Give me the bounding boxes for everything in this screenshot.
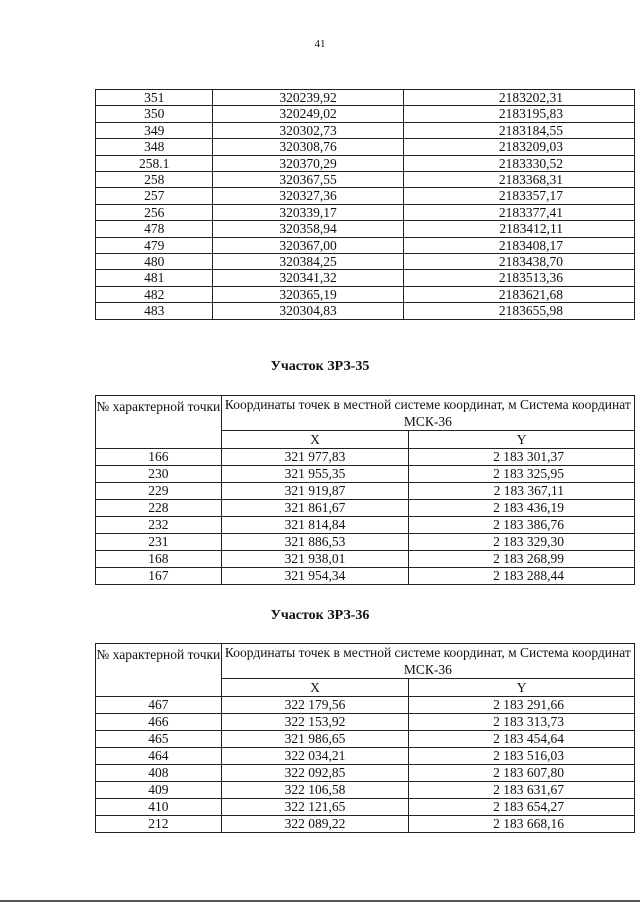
x-coordinate-cell: 320367,55: [213, 172, 403, 188]
column-header-x: X: [221, 679, 408, 697]
table-row: [96, 188, 635, 204]
point-number-cell: 351: [96, 90, 213, 106]
column-header-point: № характерной точки: [96, 396, 222, 449]
x-coordinate-cell: 321 886,53: [221, 534, 408, 551]
page-bottom-edge: [0, 900, 640, 902]
point-number-cell: 409: [96, 782, 222, 799]
point-number-cell: 467: [96, 697, 222, 714]
point-number-cell: 408: [96, 765, 222, 782]
table-row: [96, 714, 635, 731]
table-row: [96, 155, 635, 171]
point-number-cell: 479: [96, 237, 213, 253]
y-coordinate-cell: 2 183 516,03: [409, 748, 635, 765]
y-coordinate-cell: 2183202,31: [403, 90, 634, 106]
x-coordinate-cell: 321 977,83: [221, 449, 408, 466]
table-row: [96, 799, 635, 816]
x-coordinate-cell: 320384,25: [213, 254, 403, 270]
coordinates-table-zrz-36: [95, 643, 635, 833]
x-coordinate-cell: 320327,36: [213, 188, 403, 204]
x-coordinate-cell: 322 034,21: [221, 748, 408, 765]
y-coordinate-cell: 2 183 268,99: [409, 551, 635, 568]
y-coordinate-cell: 2 183 607,80: [409, 765, 635, 782]
point-number-cell: 481: [96, 270, 213, 286]
x-coordinate-cell: 322 179,56: [221, 697, 408, 714]
table-row: [96, 568, 635, 585]
point-number-cell: 410: [96, 799, 222, 816]
table-row: [96, 90, 635, 106]
y-coordinate-cell: 2183184,55: [403, 122, 634, 138]
y-coordinate-cell: 2 183 454,64: [409, 731, 635, 748]
table-row: [96, 534, 635, 551]
y-coordinate-cell: 2183357,17: [403, 188, 634, 204]
y-coordinate-cell: 2183368,31: [403, 172, 634, 188]
coordinates-table-continued: [95, 89, 635, 320]
x-coordinate-cell: 320249,02: [213, 106, 403, 122]
y-coordinate-cell: 2 183 436,19: [409, 500, 635, 517]
point-number-cell: 230: [96, 466, 222, 483]
table-row: [96, 483, 635, 500]
y-coordinate-cell: 2 183 301,37: [409, 449, 635, 466]
table-row: [96, 270, 635, 286]
point-number-cell: 167: [96, 568, 222, 585]
point-number-cell: 349: [96, 122, 213, 138]
y-coordinate-cell: 2183209,03: [403, 139, 634, 155]
column-header-coordinates: Координаты точек в местной системе координат, м Система координат МСК-36: [221, 644, 634, 679]
x-coordinate-cell: 321 954,34: [221, 568, 408, 585]
point-number-cell: 465: [96, 731, 222, 748]
table-row: [96, 122, 635, 138]
point-number-cell: 212: [96, 816, 222, 833]
x-coordinate-cell: 321 919,87: [221, 483, 408, 500]
point-number-cell: 258: [96, 172, 213, 188]
y-coordinate-cell: 2183655,98: [403, 303, 634, 319]
y-coordinate-cell: 2183408,17: [403, 237, 634, 253]
x-coordinate-cell: 320367,00: [213, 237, 403, 253]
y-coordinate-cell: 2 183 631,67: [409, 782, 635, 799]
y-coordinate-cell: 2183621,68: [403, 286, 634, 302]
x-coordinate-cell: 320341,32: [213, 270, 403, 286]
table-row: [96, 782, 635, 799]
x-coordinate-cell: 321 986,65: [221, 731, 408, 748]
x-coordinate-cell: 322 121,65: [221, 799, 408, 816]
x-coordinate-cell: 320339,17: [213, 204, 403, 220]
point-number-cell: 482: [96, 286, 213, 302]
point-number-cell: 231: [96, 534, 222, 551]
point-number-cell: 480: [96, 254, 213, 270]
point-number-cell: 229: [96, 483, 222, 500]
table-row: [96, 449, 635, 466]
column-header-point: № характерной точки: [96, 644, 222, 697]
point-number-cell: 232: [96, 517, 222, 534]
table-row: [96, 731, 635, 748]
x-coordinate-cell: 322 153,92: [221, 714, 408, 731]
y-coordinate-cell: 2 183 367,11: [409, 483, 635, 500]
point-number-cell: 168: [96, 551, 222, 568]
table-row: [96, 172, 635, 188]
y-coordinate-cell: 2183195,83: [403, 106, 634, 122]
table-row: [96, 697, 635, 714]
table-row: [96, 466, 635, 483]
section-title-zrz-35: Участок ЗРЗ-35: [270, 359, 370, 374]
point-number-cell: 350: [96, 106, 213, 122]
y-coordinate-cell: 2183377,41: [403, 204, 634, 220]
coordinates-table-zrz-35: [95, 395, 635, 585]
point-number-cell: 258.1: [96, 155, 213, 171]
x-coordinate-cell: 320304,83: [213, 303, 403, 319]
table-row: [96, 500, 635, 517]
y-coordinate-cell: 2 183 291,66: [409, 697, 635, 714]
x-coordinate-cell: 321 955,35: [221, 466, 408, 483]
point-number-cell: 483: [96, 303, 213, 319]
x-coordinate-cell: 320308,76: [213, 139, 403, 155]
table-row: [96, 237, 635, 253]
table-row: [96, 765, 635, 782]
y-coordinate-cell: 2 183 668,16: [409, 816, 635, 833]
x-coordinate-cell: 322 089,22: [221, 816, 408, 833]
x-coordinate-cell: 322 106,58: [221, 782, 408, 799]
x-coordinate-cell: 321 814,84: [221, 517, 408, 534]
x-coordinate-cell: 321 861,67: [221, 500, 408, 517]
table-row: [96, 286, 635, 302]
y-coordinate-cell: 2 183 313,73: [409, 714, 635, 731]
section-title-zrz-36: Участок ЗРЗ-36: [270, 608, 370, 623]
x-coordinate-cell: 320239,92: [213, 90, 403, 106]
x-coordinate-cell: 322 092,85: [221, 765, 408, 782]
y-coordinate-cell: 2 183 386,76: [409, 517, 635, 534]
column-header-x: X: [221, 431, 408, 449]
table-row: [96, 139, 635, 155]
point-number-cell: 464: [96, 748, 222, 765]
point-number-cell: 228: [96, 500, 222, 517]
y-coordinate-cell: 2183438,70: [403, 254, 634, 270]
table-row: [96, 551, 635, 568]
y-coordinate-cell: 2183513,36: [403, 270, 634, 286]
table-row: [96, 303, 635, 319]
page-number: 41: [314, 38, 326, 50]
point-number-cell: 166: [96, 449, 222, 466]
table-row: [96, 254, 635, 270]
column-header-y: Y: [409, 431, 635, 449]
table-row: [96, 106, 635, 122]
y-coordinate-cell: 2 183 288,44: [409, 568, 635, 585]
x-coordinate-cell: 320370,29: [213, 155, 403, 171]
point-number-cell: 478: [96, 221, 213, 237]
column-header-coordinates: Координаты точек в местной системе координат, м Система координат МСК-36: [221, 396, 634, 431]
table-row: [96, 204, 635, 220]
point-number-cell: 348: [96, 139, 213, 155]
table-row: [96, 748, 635, 765]
x-coordinate-cell: 321 938,01: [221, 551, 408, 568]
x-coordinate-cell: 320302,73: [213, 122, 403, 138]
y-coordinate-cell: 2183330,52: [403, 155, 634, 171]
x-coordinate-cell: 320358,94: [213, 221, 403, 237]
y-coordinate-cell: 2183412,11: [403, 221, 634, 237]
y-coordinate-cell: 2 183 325,95: [409, 466, 635, 483]
point-number-cell: 466: [96, 714, 222, 731]
column-header-y: Y: [409, 679, 635, 697]
x-coordinate-cell: 320365,19: [213, 286, 403, 302]
table-row: [96, 816, 635, 833]
y-coordinate-cell: 2 183 329,30: [409, 534, 635, 551]
y-coordinate-cell: 2 183 654,27: [409, 799, 635, 816]
point-number-cell: 256: [96, 204, 213, 220]
point-number-cell: 257: [96, 188, 213, 204]
table-row: [96, 517, 635, 534]
table-row: [96, 221, 635, 237]
